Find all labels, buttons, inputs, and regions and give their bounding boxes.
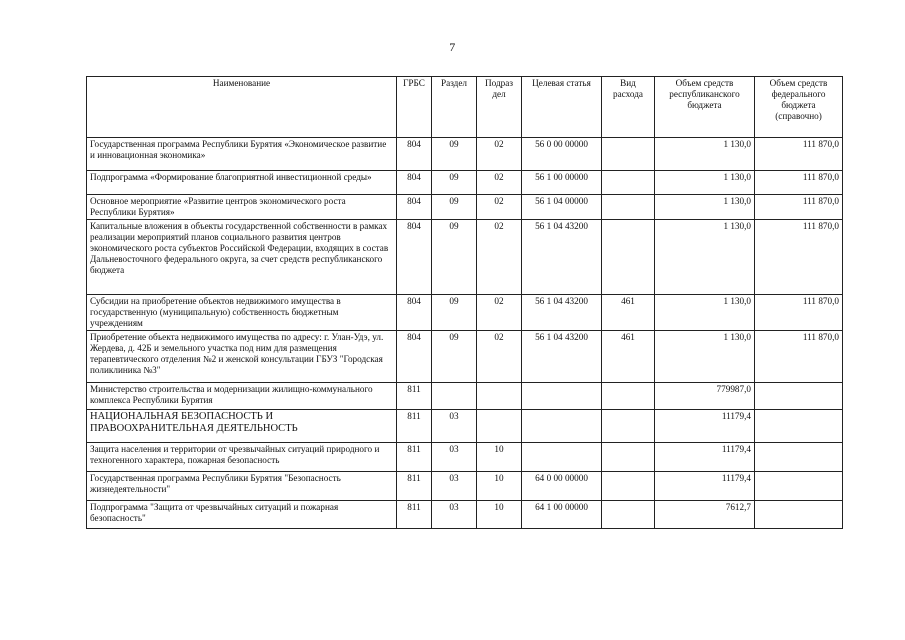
cell-vid (602, 410, 655, 443)
column-header-razdel: Раздел (432, 77, 477, 138)
cell-podrazdel: 02 (477, 171, 522, 195)
cell-statya: 56 1 04 00000 (522, 195, 602, 220)
cell-fed (755, 472, 843, 501)
cell-statya: 64 1 00 00000 (522, 501, 602, 529)
table-row (87, 443, 843, 472)
cell-rep: 779987,0 (655, 383, 755, 410)
cell-vid (602, 220, 655, 295)
cell-vid (602, 171, 655, 195)
cell-vid: 461 (602, 331, 655, 383)
page-number: 7 (449, 40, 456, 54)
table-row (87, 410, 843, 443)
cell-grbs: 804 (397, 331, 432, 383)
column-header-podrazdel: Подраз дел (477, 77, 522, 138)
table-row (87, 472, 843, 501)
table-row (87, 171, 843, 195)
cell-statya (522, 383, 602, 410)
cell-name: Подпрограмма "Защита от чрезвычайных ситуаций и пожарная безопасность" (87, 501, 397, 529)
cell-statya: 56 1 04 43200 (522, 220, 602, 295)
cell-rep: 1 130,0 (655, 171, 755, 195)
cell-vid (602, 501, 655, 529)
column-header-grbs: ГРБС (397, 77, 432, 138)
cell-fed: 111 870,0 (755, 295, 843, 331)
table-row (87, 220, 843, 295)
cell-rep: 1 130,0 (655, 295, 755, 331)
cell-grbs: 804 (397, 295, 432, 331)
table-row (87, 331, 843, 383)
cell-statya: 64 0 00 00000 (522, 472, 602, 501)
cell-grbs: 811 (397, 383, 432, 410)
cell-podrazdel: 02 (477, 295, 522, 331)
cell-podrazdel: 02 (477, 331, 522, 383)
column-header-rep: Объем средств республиканского бюджета (655, 77, 755, 138)
cell-name: Капитальные вложения в объекты государственной собственности в рамках реализации мероприятий планов социального развития центров экономического роста субъектов Российской Федерации, входящих в состав Дальневосточного федерального округа, за счет средств республиканского бюджета (87, 220, 397, 295)
cell-name: Основное мероприятие «Развитие центров экономического роста Республики Бурятия» (87, 195, 397, 220)
cell-razdel: 03 (432, 410, 477, 443)
cell-vid (602, 383, 655, 410)
cell-podrazdel (477, 383, 522, 410)
cell-rep: 11179,4 (655, 410, 755, 443)
cell-rep: 1 130,0 (655, 195, 755, 220)
cell-statya: 56 1 04 43200 (522, 331, 602, 383)
cell-vid (602, 195, 655, 220)
cell-statya: 56 1 04 43200 (522, 295, 602, 331)
cell-podrazdel: 02 (477, 195, 522, 220)
cell-podrazdel: 02 (477, 220, 522, 295)
cell-podrazdel: 02 (477, 138, 522, 171)
cell-grbs: 811 (397, 410, 432, 443)
cell-name: НАЦИОНАЛЬНАЯ БЕЗОПАСНОСТЬ И ПРАВООХРАНИТЕЛЬНАЯ ДЕЯТЕЛЬНОСТЬ (87, 410, 397, 443)
cell-podrazdel (477, 410, 522, 443)
cell-razdel: 09 (432, 220, 477, 295)
cell-rep: 1 130,0 (655, 220, 755, 295)
cell-fed (755, 410, 843, 443)
cell-vid (602, 472, 655, 501)
cell-grbs: 804 (397, 138, 432, 171)
cell-grbs: 804 (397, 171, 432, 195)
cell-grbs: 811 (397, 501, 432, 529)
cell-statya (522, 410, 602, 443)
cell-name: Субсидии на приобретение объектов недвижимого имущества в государственную (муниципальную) собственность бюджетным учреждениям (87, 295, 397, 331)
cell-razdel: 09 (432, 171, 477, 195)
cell-razdel: 03 (432, 472, 477, 501)
cell-grbs: 811 (397, 443, 432, 472)
column-header-vid: Вид расхода (602, 77, 655, 138)
cell-name: Государственная программа Республики Бурятия «Экономическое развитие и инновационная экономика» (87, 138, 397, 171)
cell-grbs: 804 (397, 195, 432, 220)
cell-vid: 461 (602, 295, 655, 331)
table-row (87, 295, 843, 331)
cell-statya: 56 0 00 00000 (522, 138, 602, 171)
table-header-row (87, 77, 843, 138)
cell-name: Защита населения и территории от чрезвычайных ситуаций природного и техногенного характера, пожарная безопасность (87, 443, 397, 472)
column-header-name: Наименование (87, 77, 397, 138)
cell-razdel: 03 (432, 501, 477, 529)
cell-razdel: 03 (432, 443, 477, 472)
column-header-fed: Объем средств федерального бюджета (справочно) (755, 77, 843, 138)
cell-vid (602, 138, 655, 171)
cell-name: Подпрограмма «Формирование благоприятной инвестиционной среды» (87, 171, 397, 195)
cell-rep: 1 130,0 (655, 331, 755, 383)
cell-rep: 7612,7 (655, 501, 755, 529)
cell-podrazdel: 10 (477, 472, 522, 501)
cell-name: Министерство строительства и модернизации жилищно-коммунального комплекса Республики Бурятия (87, 383, 397, 410)
cell-razdel: 09 (432, 195, 477, 220)
column-header-statya: Целевая статья (522, 77, 602, 138)
cell-fed (755, 443, 843, 472)
cell-fed (755, 501, 843, 529)
cell-fed: 111 870,0 (755, 138, 843, 171)
table-row (87, 501, 843, 529)
table-row (87, 383, 843, 410)
table-row (87, 195, 843, 220)
cell-razdel: 09 (432, 295, 477, 331)
table-body (87, 138, 843, 529)
cell-grbs: 811 (397, 472, 432, 501)
cell-vid (602, 443, 655, 472)
cell-grbs: 804 (397, 220, 432, 295)
cell-rep: 11179,4 (655, 443, 755, 472)
cell-razdel: 09 (432, 138, 477, 171)
cell-fed: 111 870,0 (755, 331, 843, 383)
cell-rep: 11179,4 (655, 472, 755, 501)
table-row (87, 138, 843, 171)
cell-podrazdel: 10 (477, 501, 522, 529)
cell-rep: 1 130,0 (655, 138, 755, 171)
cell-podrazdel: 10 (477, 443, 522, 472)
cell-fed: 111 870,0 (755, 171, 843, 195)
cell-razdel: 09 (432, 331, 477, 383)
cell-name: Государственная программа Республики Бурятия "Безопасность жизнедеятельности" (87, 472, 397, 501)
cell-fed: 111 870,0 (755, 195, 843, 220)
cell-fed (755, 383, 843, 410)
budget-table (86, 76, 843, 529)
cell-name: Приобретение объекта недвижимого имущества по адресу: г. Улан-Удэ, ул. Жердева, д. 42Б и земельного участка под ним для размещения терапевтического отделения №2 и женской консультации ГБУЗ "Городская поликлиника №3" (87, 331, 397, 383)
cell-statya (522, 443, 602, 472)
cell-razdel (432, 383, 477, 410)
cell-fed: 111 870,0 (755, 220, 843, 295)
cell-statya: 56 1 00 00000 (522, 171, 602, 195)
